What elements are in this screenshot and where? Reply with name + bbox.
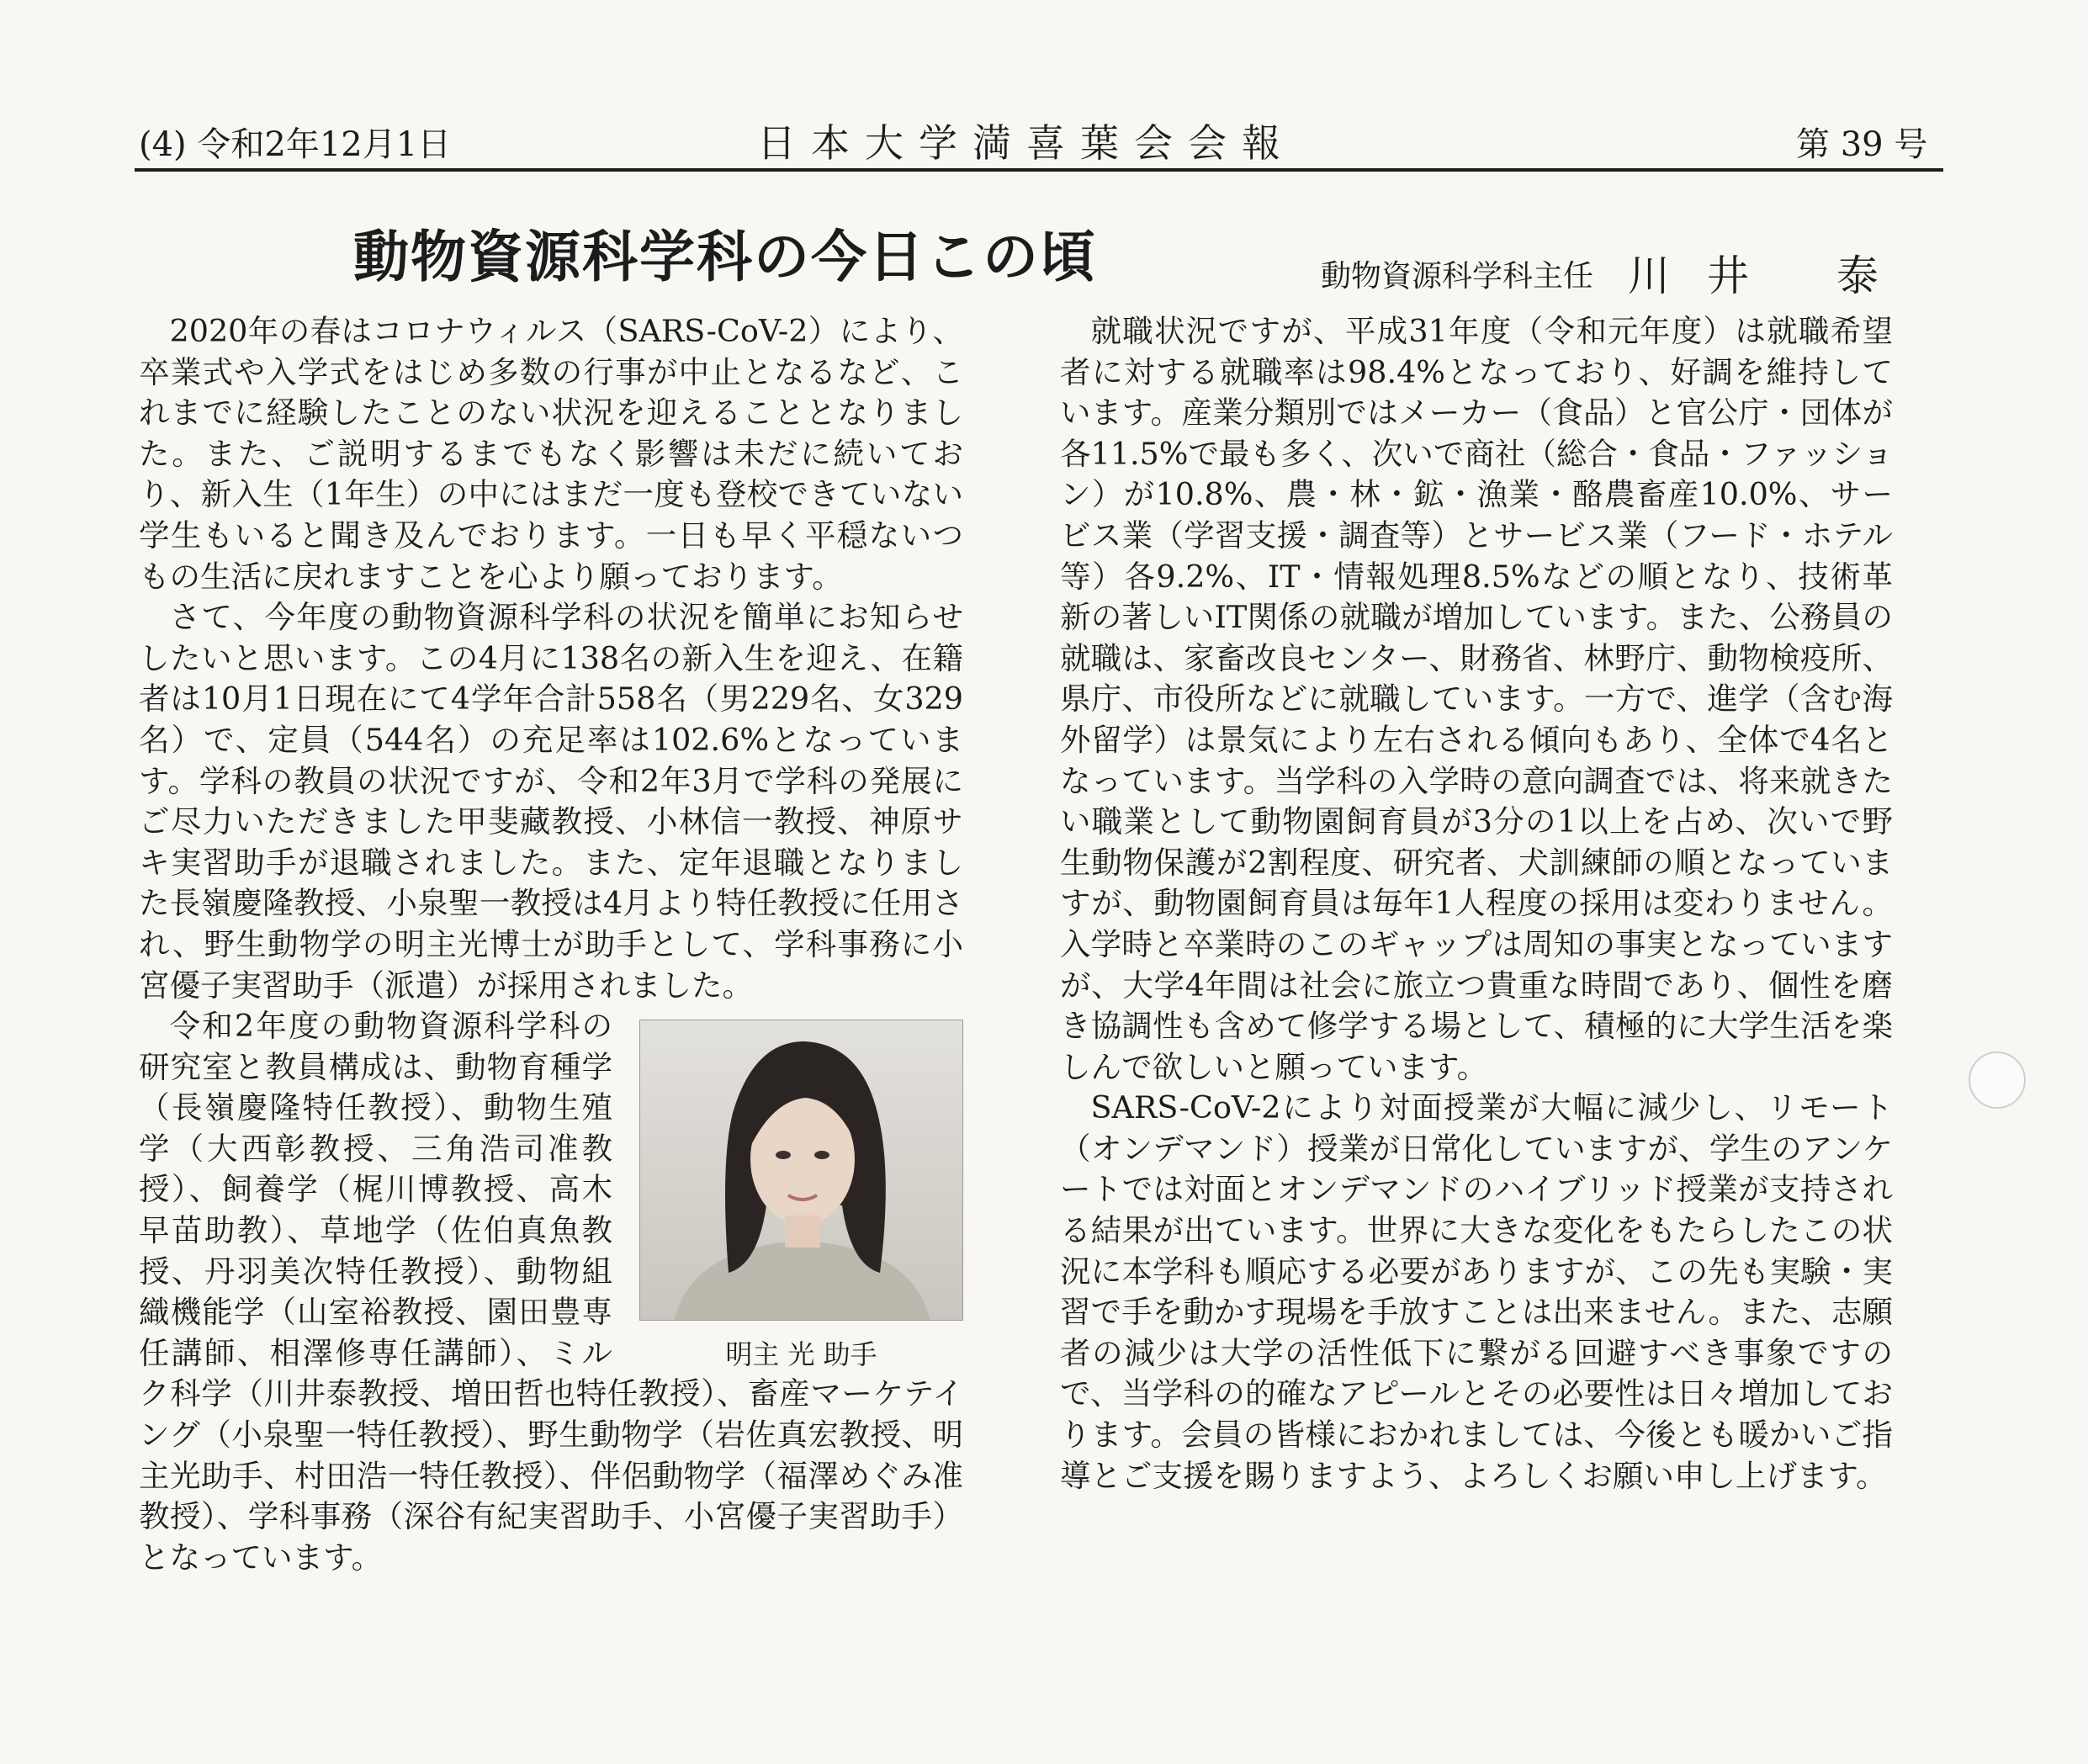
issue-date: (4) 令和2年12月1日: [139, 125, 452, 164]
newspaper-title: 日本大学満喜葉会会報: [757, 120, 1296, 166]
left-column: [139, 311, 963, 1750]
photo-figure: [639, 1020, 963, 1373]
scan-artifact-circle: [1969, 1052, 2026, 1109]
paragraph: 令和2年度の動物資源科学科の研究室と教員構成は、動物育種学（長嶺慶隆特任教授）、動物生殖学（大西彰教授、三角浩司准教授）、飼養学（梶川博教授、高木早苗助教）、草地学（佐伯真魚教授、丹羽美次特任教授）、動物組織機能学（山室裕教授、園田豊専任講師、相澤修専任講師）、ミルク科学（川井泰教授、増田哲也特任教授）、畜産マーケテイング（小泉聖一特任教授）、野生動物学（岩佐真宏教授、明主光助手、村田浩一特任教授）、伴侶動物学（福澤めぐみ准教授）、学科事務（深谷有紀実習助手、小宮優子実習助手）となっています。: [139, 1008, 963, 1576]
paragraph: 2020年の春はコロナウィルス（SARS-CoV-2）により、卒業式や入学式をはじめ多数の行事が中止となるなど、これまでに経験したことのない状況を迎えることとなりました。また、ご説明するまでもなく影響は未だに続いており、新入生（1年生）の中にはまだ一度も登校できていない学生もいると聞き及んでおります。一日も早く平穏ないつもの生活に戻れますことを心より願っております。: [139, 313, 963, 595]
photo-caption: 明主 光 助手: [725, 1338, 877, 1371]
right-column: [1060, 311, 1893, 1496]
issue-number: 第 39 号: [1796, 125, 1928, 164]
paragraph: 就職状況ですが、平成31年度（令和元年度）は就職希望者に対する就職率は98.4%となっており、好調を維持しています。産業分類別ではメーカー（食品）と官公庁・団体が各11.5%で最も多く、次いで商社（総合・食品・ファッション）が10.8%、農・林・鉱・漁業・酪農畜産10.0%、サービス業（学習支援・調査等）とサービス業（フード・ホテル等）各9.2%、IT・情報処理8.5%などの順となり、技術革新の著しいIT関係の就職が増加しています。また、公務員の就職は、家畜改良センター、財務省、林野庁、動物検疫所、県庁、市役所などに就職しています。一方で、進学（含む海外留学）は景気により左右される傾向もあり、全体で4名となっています。当学科の入学時の意向調査では、将来就きたい職業として動物園飼育員が3分の1以上を占め、次いで野生動物保護が2割程度、研究者、犬訓練師の順となっていますが、動物園飼育員は毎年1人程度の採用は変わりません。入学時と卒業時のこのギャップは周知の事実となっていますが、大学4年間は社会に旅立つ貴重な時間であり、個性を磨き協調性も含めて修学する場として、積極的に大学生活を楽しんで欲しいと願っています。: [1060, 313, 1893, 1085]
article-title: 動物資源科学科の今日この頃: [353, 225, 1097, 289]
author-name: 川井 泰: [1628, 252, 1916, 300]
paragraph: SARS-CoV-2により対面授業が大幅に減少し、リモート（オンデマンド）授業が日常化していますが、学生のアンケートでは対面とオンデマンドのハイブリッド授業が支持される結果が出ています。世界に大きな変化をもたらしたこの状況に本学科も順応する必要がありますが、この先も実験・実習で手を動かす現場を手放すことは出来ません。また、志願者の減少は大学の活性低下に繋がる回避すべき事象ですので、当学科の的確なアピールとその必要性は日々増加しております。会員の皆様におかれましては、今後とも暖かいご指導とご支援を賜りますよう、よろしくお願い申し上げます。: [1060, 1089, 1893, 1494]
paragraph: さて、今年度の動物資源科学科の状況を簡単にお知らせしたいと思います。この4月に138名の新入生を迎え、在籍者は10月1日現在にて4学年合計558名（男229名、女329名）で、定員（544名）の充足率は102.6%となっています。学科の教員の状況ですが、令和2年3月で学科の発展にご尽力いただきました甲斐藏教授、小林信一教授、神原サキ実習助手が退職されました。また、定年退職となりました長嶺慶隆教授、小泉聖一教授は4月より特任教授に任用され、野生動物学の明主光博士が助手として、学科事務に小宮優子実習助手（派遣）が採用されました。: [139, 599, 963, 1004]
header-rule: [135, 168, 1943, 172]
author-role: 動物資源科学科主任: [1321, 259, 1594, 294]
portrait-photo: [639, 1020, 963, 1321]
